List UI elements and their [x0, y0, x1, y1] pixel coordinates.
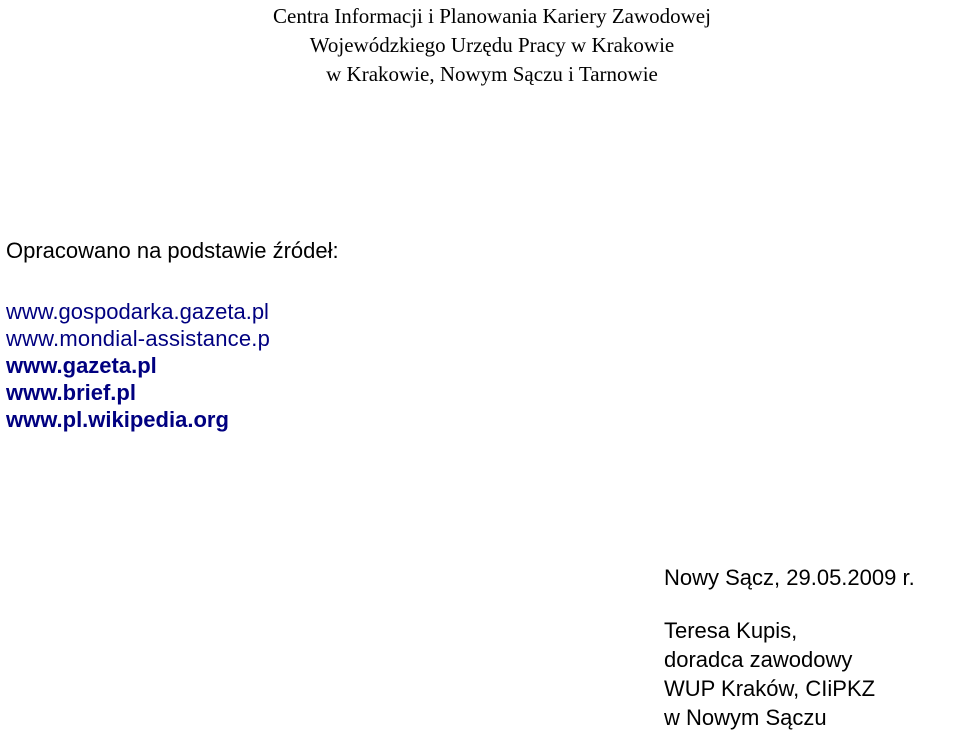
signature-block [664, 563, 960, 732]
source-item [6, 352, 270, 379]
source-link-gazeta[interactable]: www.gazeta.pl [6, 353, 157, 378]
place-and-date: Nowy Sącz, 29.05.2009 r. [664, 565, 915, 590]
source-link-brief[interactable]: www.brief.pl [6, 380, 136, 405]
header-line-1: Centra Informacji i Planowania Kariery Zawodowej [273, 4, 711, 28]
source-item [6, 379, 270, 406]
source-link-gospodarka[interactable]: www.gospodarka.gazeta.pl [6, 299, 269, 324]
sources-list [6, 298, 270, 433]
author-role: doradca zawodowy [664, 647, 853, 672]
source-item [6, 298, 270, 325]
author-name: Teresa Kupis, [664, 618, 798, 643]
source-item [6, 325, 270, 352]
author-organization: WUP Kraków, CIiPKZ [664, 676, 876, 701]
header-line-3: w Krakowie, Nowym Sączu i Tarnowie [326, 62, 658, 86]
author-location: w Nowym Sączu [664, 705, 827, 730]
source-item [6, 406, 270, 433]
source-link-wikipedia[interactable]: www.pl.wikipedia.org [6, 407, 229, 432]
document-header [0, 2, 960, 89]
sources-heading: Opracowano na podstawie źródeł: [6, 238, 339, 263]
header-line-2: Wojewódzkiego Urzędu Pracy w Krakowie [309, 33, 675, 57]
source-link-mondial-assistance[interactable]: www.mondial-assistance.p [6, 326, 271, 351]
